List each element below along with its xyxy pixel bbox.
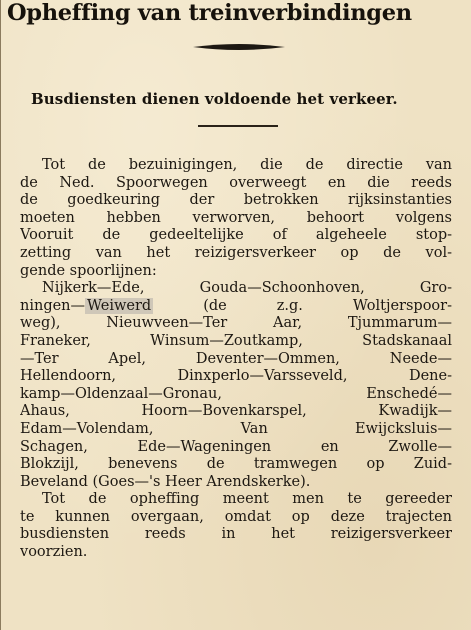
body-line: Nijkerk—Ede, Gouda—Schoonhoven, Gro- — [42, 280, 452, 297]
body-line: gende spoorlijnen: — [20, 262, 157, 279]
article-body — [20, 157, 452, 562]
body-line: voorzien. — [20, 544, 88, 561]
body-line: de goedkeuring der betrokken rijksinstanties — [20, 192, 452, 209]
body-text-segment: ningen— — [20, 297, 86, 314]
ornament-divider — [193, 40, 285, 54]
body-line: busdiensten reeds in het reizigersverkeer — [20, 526, 452, 543]
body-line: Beveland (Goes—'s Heer Arendskerke). — [20, 473, 311, 490]
body-line: Tot de opheffing meent men te gereeder — [42, 491, 452, 508]
body-text-segment: (de z.g. Woltjerspoor- — [153, 297, 452, 314]
body-line: Schagen, Ede—Wageningen en Zwolle— — [20, 438, 452, 455]
body-line — [20, 298, 452, 316]
body-line: de Ned. Spoorwegen overweegt en die reeds — [20, 174, 452, 191]
body-line: te kunnen overgaan, omdat op deze trajecten — [20, 508, 452, 525]
headline: Opheffing van treinverbindingen — [7, 0, 412, 26]
body-line: moeten hebben verworven, behoort volgens — [20, 209, 452, 226]
body-line: Blokzijl, benevens de tramwegen op Zuid- — [20, 456, 452, 473]
body-line: zetting van het reizigersverkeer op de vol- — [20, 244, 452, 261]
body-line: Hellendoorn, Dinxperlo—Varsseveld, Dene- — [20, 368, 452, 385]
body-line: Franeker, Winsum—Zoutkamp, Stadskanaal — [20, 332, 452, 349]
body-line: —Ter Apel, Deventer—Ommen, Neede— — [20, 350, 452, 367]
subheadline-rule — [198, 125, 278, 127]
body-line: weg), Nieuwveen—Ter Aar, Tjummarum— — [20, 315, 452, 332]
subheadline: Busdiensten dienen voldoende het verkeer. — [31, 90, 398, 108]
body-line: Ahaus, Hoorn—Bovenkarspel, Kwadijk— — [20, 403, 452, 420]
body-line: Tot de bezuinigingen, die de directie van — [42, 157, 452, 173]
highlighted-word: Weiwerd — [87, 297, 152, 314]
body-line: Vooruit de gedeeltelijke of algeheele stop- — [20, 227, 452, 244]
body-line: Edam—Volendam, Van Ewijcksluis— — [20, 420, 452, 437]
body-line: kamp—Oldenzaal—Gronau, Enschedé— — [20, 385, 452, 402]
